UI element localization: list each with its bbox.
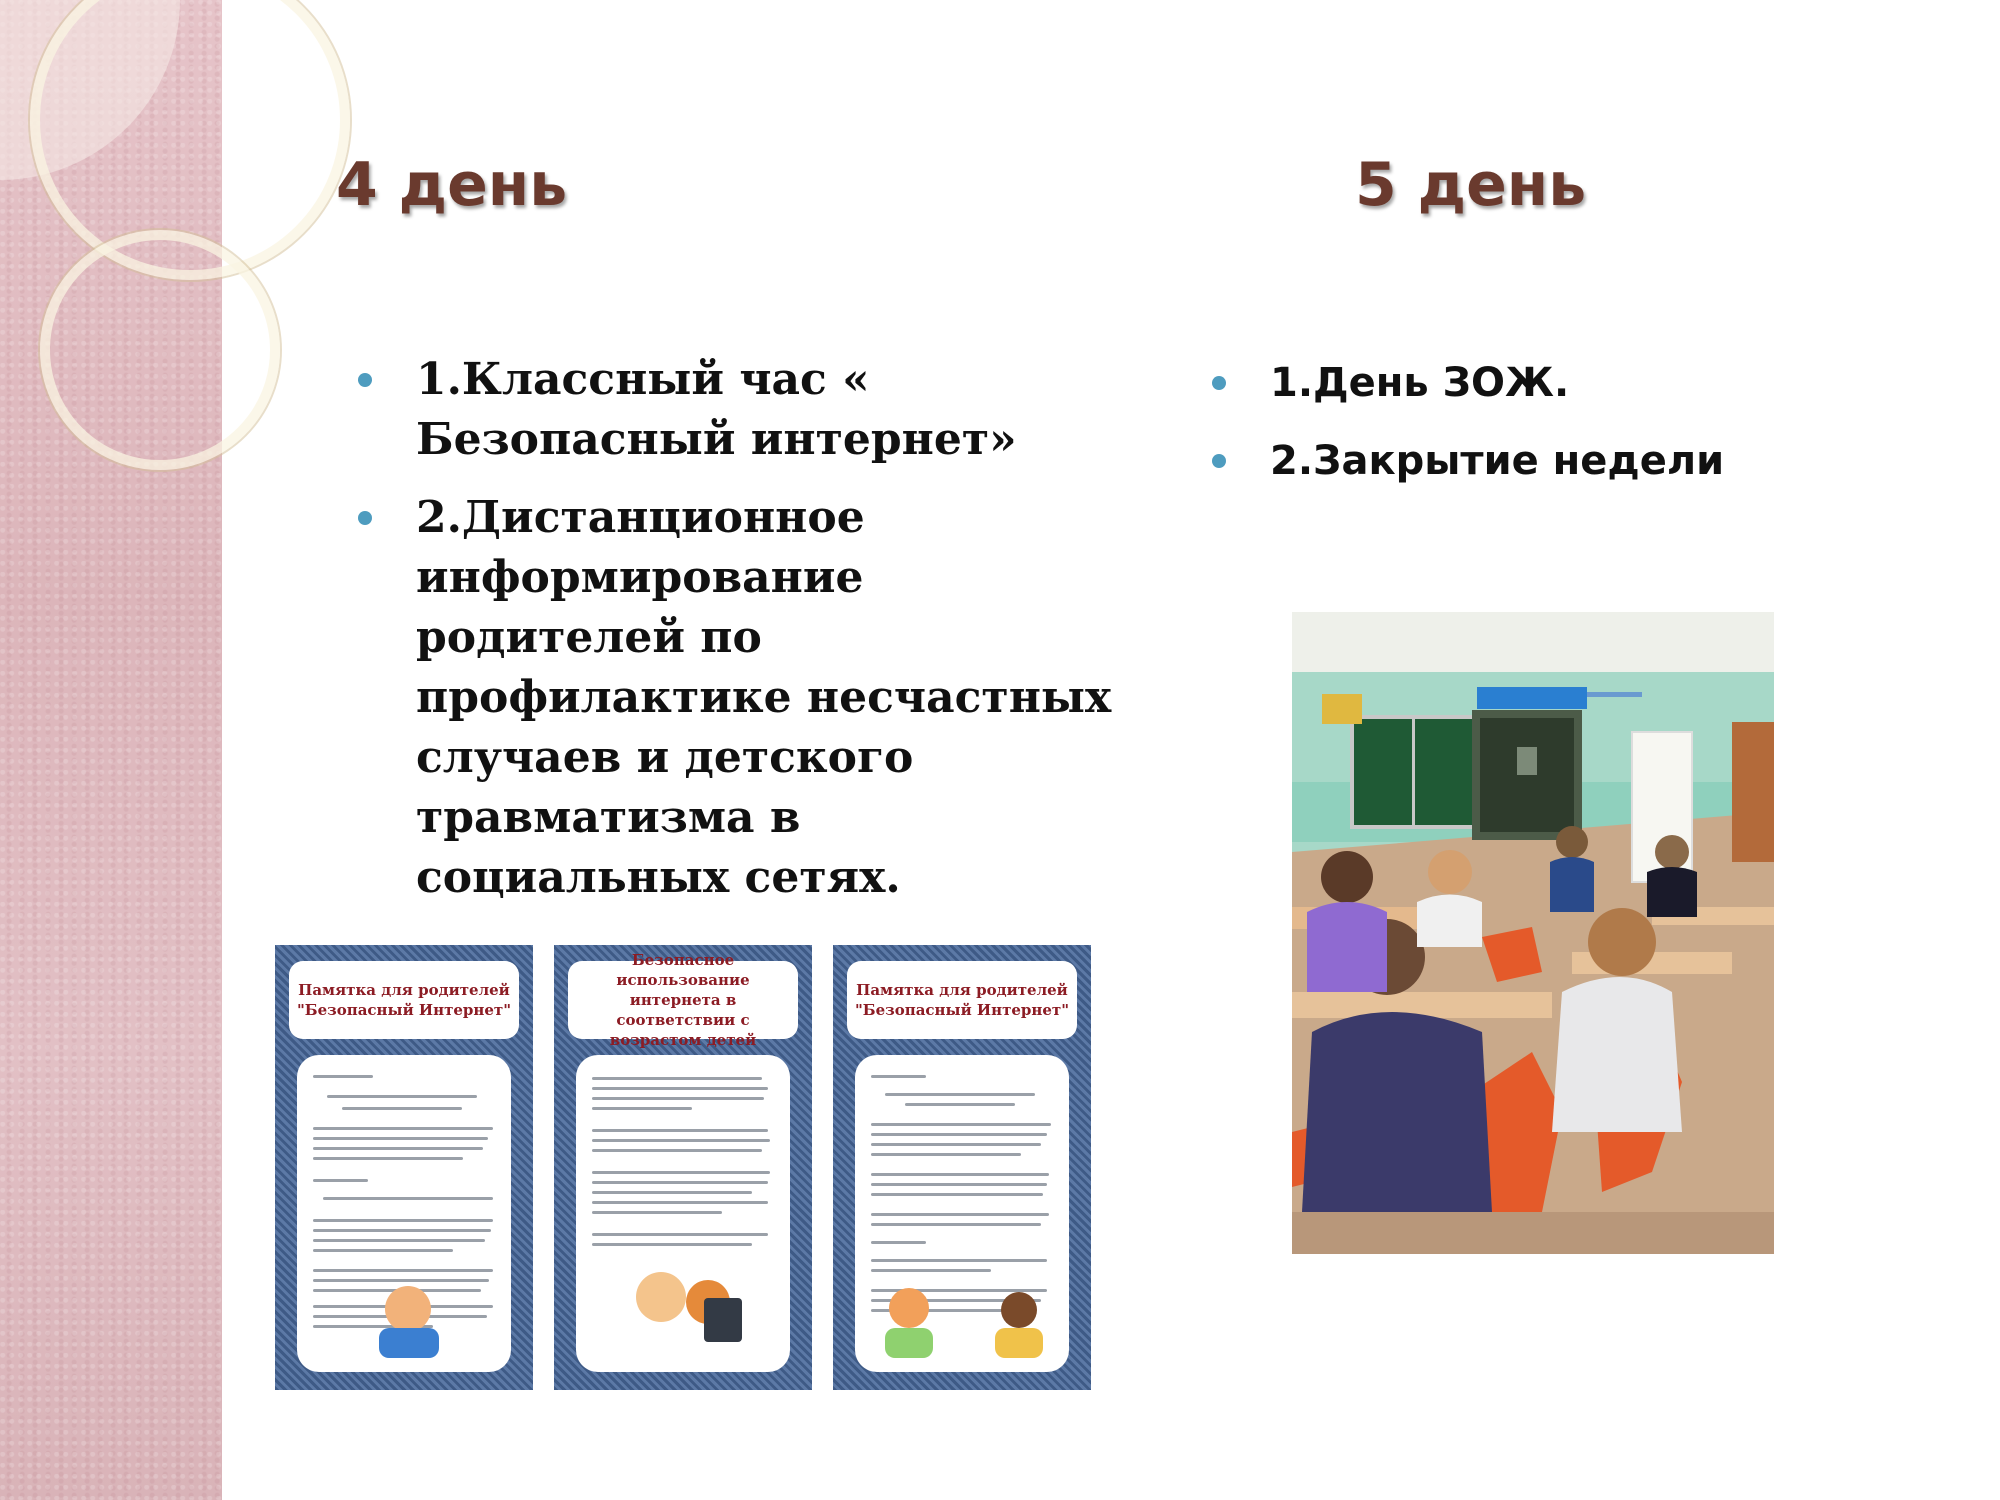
day5-list	[1190, 355, 1890, 511]
day4-item-2: 2.Дистанционное информирование родителей по профилактике несчастных случаев и детского травматизма в социальных сетях.	[336, 488, 1116, 908]
poster-2-title: Безопасное использование интернета в соответствии с возрастом детей	[568, 961, 798, 1039]
day4-item-1: 1.Классный час « Безопасный интернет»	[336, 350, 1116, 470]
girl-illustration-icon	[889, 1288, 929, 1328]
day5-item-1: 1.День ЗОЖ.	[1190, 355, 1890, 411]
poster-1-title: Памятка для родителей "Безопасный Интернет"	[289, 961, 519, 1039]
classroom-photo	[1292, 612, 1774, 1254]
day4-list	[336, 350, 1116, 926]
poster-2-body	[576, 1055, 790, 1372]
poster-3-body	[855, 1055, 1069, 1372]
day5-heading: 5 день	[1355, 150, 1587, 220]
poster-2	[554, 945, 812, 1390]
child-illustration-icon	[385, 1286, 431, 1332]
decorative-ring-bottom	[40, 230, 280, 470]
poster-3-title: Памятка для родителей "Безопасный Интернет"	[847, 961, 1077, 1039]
poster-1	[275, 945, 533, 1390]
decorative-sidebar	[0, 0, 222, 1500]
poster-3	[833, 945, 1091, 1390]
day5-item-2: 2.Закрытие недели	[1190, 433, 1890, 489]
boy-illustration-icon	[1001, 1292, 1037, 1328]
poster-1-body	[297, 1055, 511, 1372]
kids-computer-illustration-icon	[636, 1272, 686, 1322]
day4-heading: 4 день	[336, 150, 568, 220]
